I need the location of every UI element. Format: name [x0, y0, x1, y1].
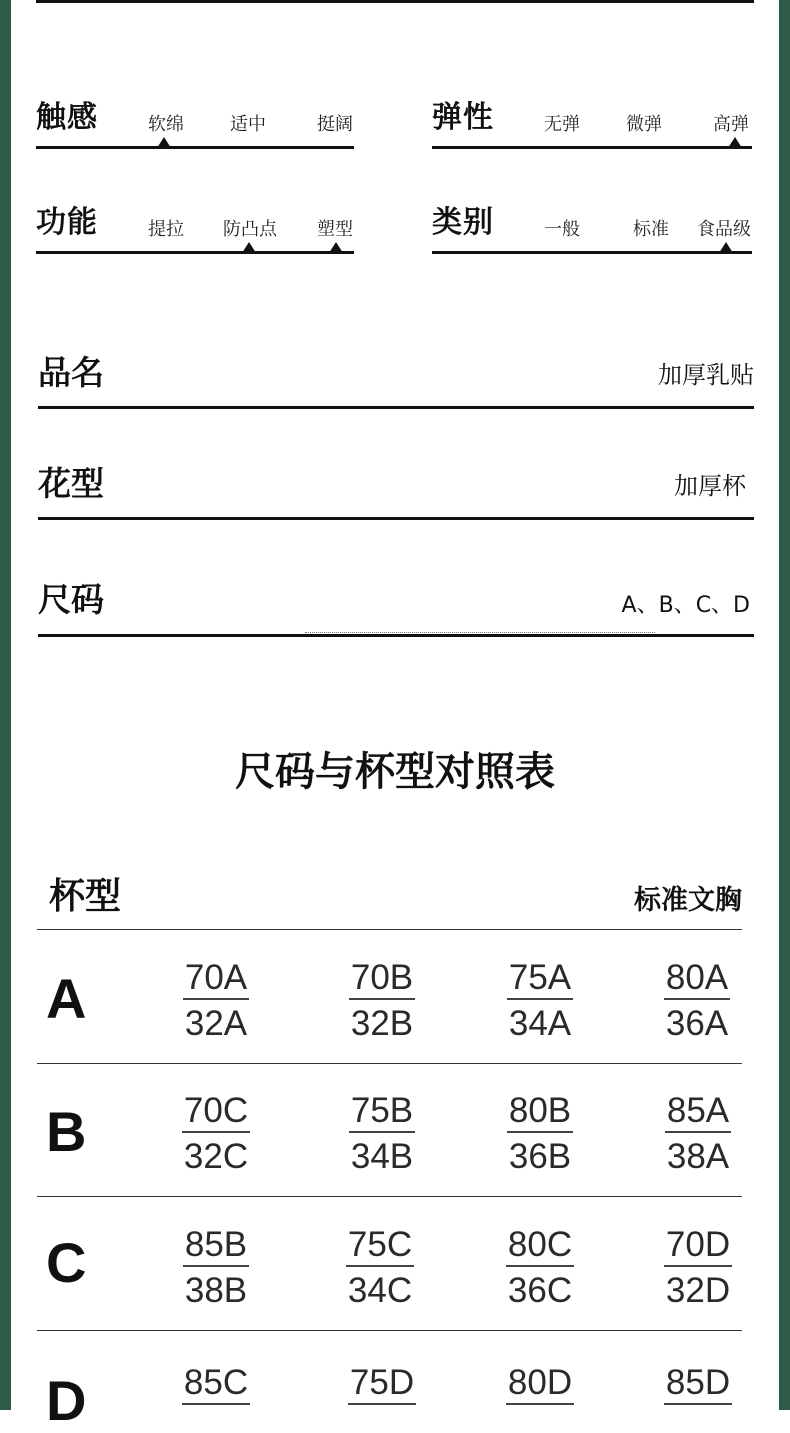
size-us: 32A	[184, 1004, 248, 1043]
size-us: 34A	[508, 1004, 572, 1043]
size-cell	[330, 1225, 430, 1311]
info-style-label: 花型	[38, 464, 104, 503]
size-eu: 70B	[349, 958, 415, 1000]
size-cell	[166, 1225, 266, 1311]
attr-function-option-2: 防凸点	[223, 219, 277, 240]
size-us: 36B	[508, 1137, 572, 1176]
size-eu: 70C	[182, 1091, 250, 1133]
attr-category-scale	[432, 251, 752, 254]
info-row-size	[38, 574, 754, 640]
attr-elasticity-option-1: 无弹	[544, 114, 580, 135]
info-size-divider	[38, 634, 754, 637]
size-cell	[648, 1363, 748, 1405]
size-cell	[648, 1225, 748, 1311]
size-eu: 85C	[182, 1363, 250, 1405]
cup-letter: C	[46, 1231, 87, 1294]
size-cell	[647, 958, 747, 1044]
attr-elasticity	[432, 92, 752, 162]
size-eu: 70A	[183, 958, 249, 1000]
attr-function-scale	[36, 251, 354, 254]
attr-category-option-3: 食品级	[697, 219, 751, 240]
attr-category-label: 类别	[432, 205, 494, 240]
table-divider	[37, 1196, 742, 1197]
size-us: 32C	[183, 1137, 249, 1176]
size-eu: 85A	[665, 1091, 731, 1133]
attr-touch-label: 触感	[36, 100, 98, 135]
size-eu: 80C	[506, 1225, 574, 1267]
size-cell	[490, 958, 590, 1044]
left-frame-border	[0, 0, 11, 1410]
size-us: 34C	[347, 1271, 413, 1310]
attr-elasticity-label: 弹性	[432, 100, 494, 135]
size-cell	[166, 1091, 266, 1177]
cup-letter: A	[46, 967, 87, 1030]
right-frame-border	[779, 0, 790, 1410]
size-us: 32D	[665, 1271, 731, 1310]
attr-function	[36, 197, 354, 267]
size-cell	[166, 958, 266, 1044]
table-header-standard-bra: 标准文胸	[634, 885, 742, 916]
info-size-label: 尺码	[38, 580, 104, 619]
info-name-divider	[38, 406, 754, 409]
table-header-cup: 杯型	[49, 876, 122, 917]
dotted-separator	[305, 632, 655, 633]
attr-touch-option-3: 挺阔	[317, 114, 353, 135]
size-eu: 75D	[348, 1363, 416, 1405]
size-eu: 75A	[507, 958, 573, 1000]
size-us: 32B	[350, 1004, 414, 1043]
size-eu: 80B	[507, 1091, 573, 1133]
table-divider	[37, 929, 742, 930]
size-cell	[648, 1091, 748, 1177]
cup-letter: D	[46, 1369, 87, 1432]
size-cell	[490, 1363, 590, 1405]
cup-letter: B	[46, 1100, 87, 1163]
size-eu: 85D	[664, 1363, 732, 1405]
attr-function-option-1: 提拉	[148, 219, 184, 240]
info-style-divider	[38, 517, 754, 520]
size-cell	[490, 1225, 590, 1311]
info-size-value: A、B、C、D	[621, 593, 750, 618]
top-divider	[36, 0, 754, 3]
info-name-value: 加厚乳贴	[658, 361, 754, 389]
size-eu: 85B	[183, 1225, 249, 1267]
attr-elasticity-option-2: 微弹	[626, 114, 662, 135]
attr-function-label: 功能	[36, 205, 98, 240]
size-cell	[332, 1363, 432, 1405]
info-row-style	[38, 456, 754, 522]
size-us: 38B	[184, 1271, 248, 1310]
attr-touch-scale	[36, 146, 354, 149]
attr-touch-option-1: 软绵	[148, 114, 184, 135]
size-cell	[332, 958, 432, 1044]
info-name-label: 品名	[38, 353, 104, 392]
attr-category-option-1: 一般	[544, 219, 580, 240]
size-table-title: 尺码与杯型对照表	[235, 749, 555, 795]
table-divider	[37, 1330, 742, 1331]
size-eu: 80A	[664, 958, 730, 1000]
size-cell	[490, 1091, 590, 1177]
size-us: 38A	[666, 1137, 730, 1176]
attr-touch-option-2: 适中	[230, 114, 266, 135]
attr-category-option-2: 标准	[633, 219, 669, 240]
attr-category	[432, 197, 752, 267]
size-us: 34B	[350, 1137, 414, 1176]
info-style-value: 加厚杯	[674, 472, 746, 500]
size-us: 36A	[665, 1004, 729, 1043]
size-us: 36C	[507, 1271, 573, 1310]
info-row-name	[38, 345, 754, 411]
size-cell	[332, 1091, 432, 1177]
attr-touch	[36, 92, 354, 162]
size-eu: 80D	[506, 1363, 574, 1405]
attr-function-option-3: 塑型	[317, 219, 353, 240]
attr-elasticity-scale	[432, 146, 752, 149]
table-divider	[37, 1063, 742, 1064]
size-eu: 70D	[664, 1225, 732, 1267]
attr-elasticity-option-3: 高弹	[713, 114, 749, 135]
size-eu: 75C	[346, 1225, 414, 1267]
size-eu: 75B	[349, 1091, 415, 1133]
size-cell	[166, 1363, 266, 1405]
